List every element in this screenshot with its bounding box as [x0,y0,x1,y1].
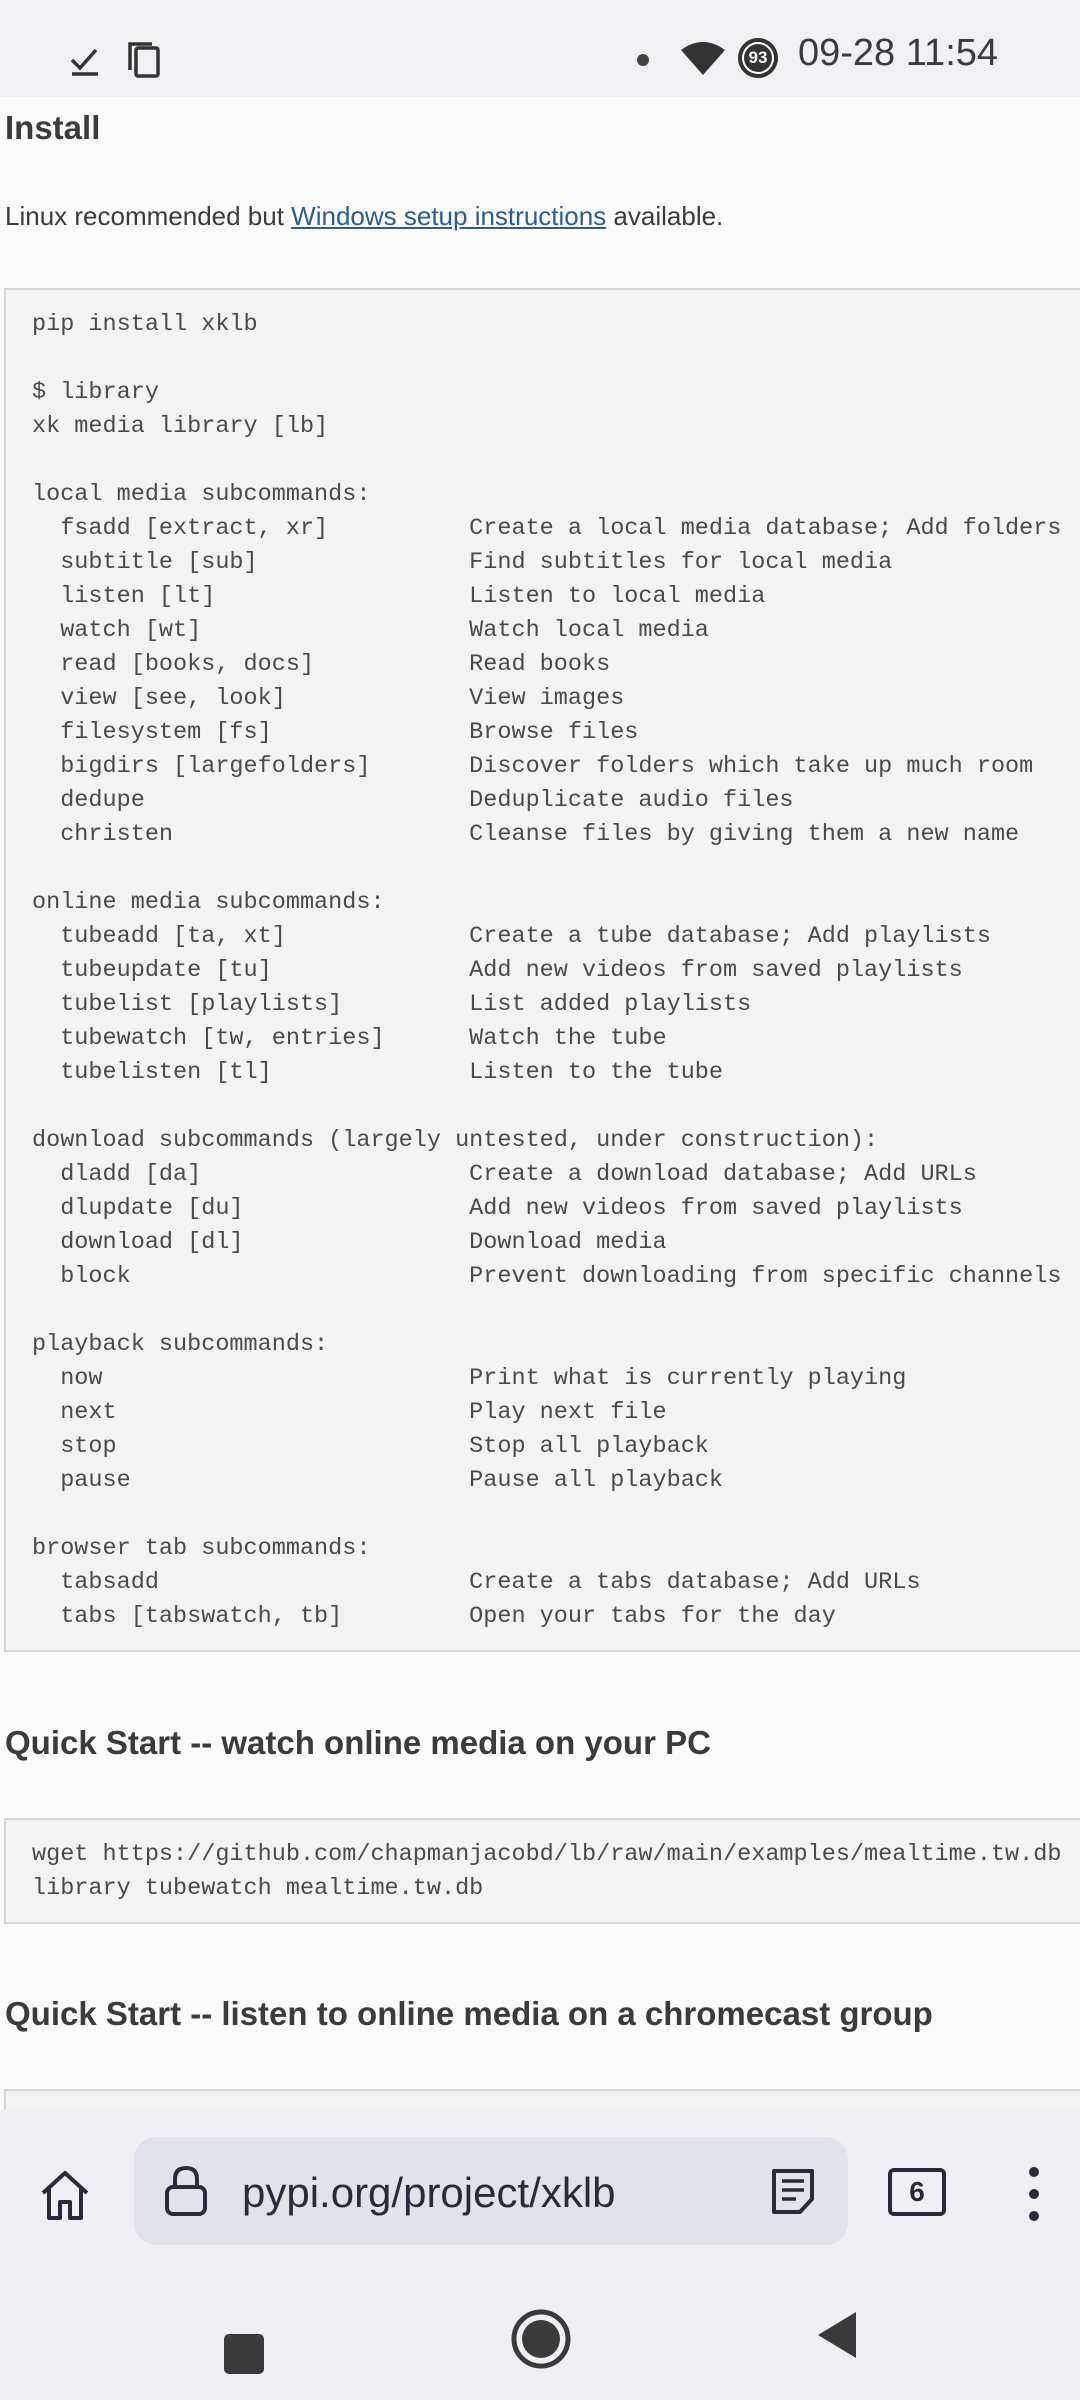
dot-icon [636,53,650,67]
quickstart-chromecast-code-block [4,2089,1080,2110]
status-bar [0,0,1080,97]
browser-toolbar [0,2110,1080,2400]
recent-apps-icon[interactable] [222,2332,266,2376]
tab-counter-button[interactable]: 6 [888,2168,946,2216]
install-text-before: Linux recommended but [5,201,292,231]
page-content [0,97,1080,2110]
wifi-icon [680,40,726,76]
install-text-after: available. [606,201,724,231]
install-code-block: pip install xklb $ library xk media library [lb] local media subcommands: fsadd [extract, xr] Create a local media database; Add folders subtitle [sub] Find subtitles for local media listen [lt] Listen to local media watch [wt] Watch local media read [books, docs] Read books view [see, look] View images filesystem [fs] Browse files bigdirs [largefolders] Discover folders which take up much room dedupe Deduplicate audio files christen Cleanse files by giving them a new name online media subcommands: tubeadd [ta, xt] Create a tube database; Add playlists tubeupdate [tu] Add new videos from saved playlists tubelist [playlists] List added playlists tubewatch [tw, entries] Watch the tube tubelisten [tl] Listen to the tube download subcommands (largely untested, under construction): dladd [da] Create a download database; Add URLs dlupdate [du] Add new videos from saved playlists download [dl] Download media block Prevent downloading from specific channels playback subcommands: now Print what is currently playing next Play next file stop Stop all playback pause Pause all playback browser tab subcommands: tabsadd Create a tabs database; Add URLs tabs [tabswatch, tb] Open your tabs for the day [4,288,1080,1652]
quickstart-chromecast-heading: Quick Start -- listen to online media on a chromecast group [5,1995,933,2032]
quickstart-watch-code-block: wget https://github.com/chapmanjacobd/lb/raw/main/examples/mealtime.tw.db library tubewatch mealtime.tw.db [4,1818,1080,1924]
home-nav-icon[interactable] [510,2308,572,2370]
reader-mode-icon[interactable] [770,2167,816,2215]
battery-icon: 93 [738,38,778,78]
url-text: pypi.org/project/xklb [242,2169,616,2216]
copy-icon [126,40,162,80]
windows-setup-link[interactable]: Windows setup instructions [291,201,607,231]
url-bar[interactable] [134,2137,848,2245]
clock: 09-28 11:54 [798,32,999,74]
install-paragraph [5,201,723,232]
home-icon[interactable] [38,2168,92,2222]
lock-icon [164,2165,208,2217]
download-done-icon [68,44,102,78]
quickstart-watch-heading: Quick Start -- watch online media on your PC [5,1724,711,1761]
menu-icon[interactable] [1022,2164,1046,2224]
install-heading: Install [5,109,101,146]
back-icon[interactable] [814,2310,858,2360]
